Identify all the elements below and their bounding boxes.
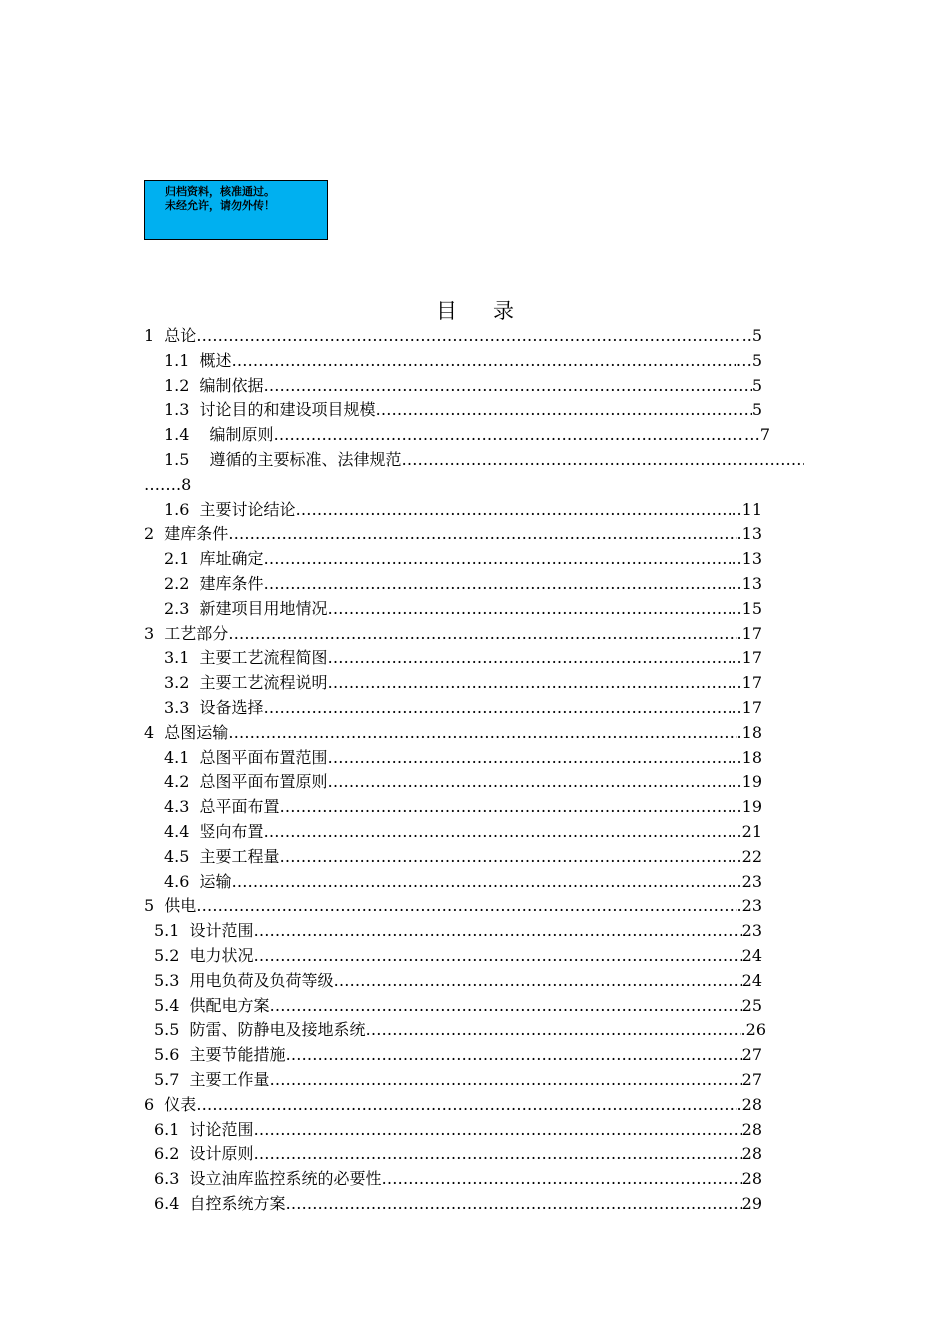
toc-dot-leader — [228, 721, 736, 745]
toc-chapter-entry[interactable] — [144, 324, 762, 348]
toc-page-number: 28 — [741, 1169, 762, 1189]
toc-entry-label: 建库条件 — [199, 574, 264, 593]
toc-page-number: ..21 — [731, 822, 762, 841]
toc-entry-number: 1.3 — [164, 400, 190, 420]
toc-entry-label: 供电 — [164, 896, 197, 916]
toc-entry-label: 编制依据 — [199, 375, 264, 395]
toc-section-entry[interactable] — [154, 969, 762, 993]
toc-dot-leader — [231, 870, 731, 894]
toc-dot-leader — [263, 374, 751, 398]
toc-section-entry[interactable] — [164, 597, 762, 621]
toc-page-number: ..17 — [731, 673, 762, 693]
toc-dot-leader — [263, 696, 731, 720]
toc-title: 目录 — [436, 299, 550, 323]
toc-dot-leader — [327, 746, 731, 770]
toc-entry-number: 4.4 — [164, 822, 190, 841]
toc-entry-label: 设计范围 — [189, 921, 254, 941]
toc-dot-leader — [333, 969, 741, 993]
toc-page-number: ..23 — [731, 871, 762, 891]
toc-section-entry[interactable] — [164, 795, 762, 819]
toc-page-number: ..5 — [741, 326, 762, 345]
toc-entry-number: 2 — [144, 524, 155, 544]
toc-entry-label: 讨论范围 — [189, 1119, 254, 1139]
toc-page-number: 5 — [751, 400, 762, 420]
toc-chapter-entry[interactable] — [144, 622, 762, 646]
toc-section-entry[interactable] — [164, 770, 762, 794]
toc-entry-label: 工艺部分 — [164, 623, 229, 643]
toc-section-entry[interactable] — [164, 398, 762, 422]
toc-entry-number: 5.7 — [154, 1070, 180, 1089]
toc-page-number: .28 — [736, 1094, 762, 1114]
toc-entry-number: 1.4 — [164, 425, 190, 445]
toc-dot-leader — [279, 845, 731, 869]
toc-dot-leader — [196, 324, 741, 348]
toc-entry-number: 5 — [144, 896, 155, 916]
toc-page-number: .23 — [736, 896, 762, 916]
toc-entry-label: 概述 — [199, 350, 232, 370]
toc-dot-leader — [327, 597, 731, 621]
toc-section-entry[interactable] — [164, 696, 762, 720]
toc-section-entry[interactable] — [154, 1043, 762, 1067]
toc-entry-number: 5.1 — [154, 921, 180, 941]
toc-page-number: …7 — [743, 425, 770, 445]
toc-page-number: 27 — [741, 1045, 762, 1065]
toc-dot-leader — [228, 622, 736, 646]
toc-section-entry[interactable] — [154, 994, 762, 1018]
toc-page-number: ..19 — [731, 797, 762, 817]
toc-entry-label: 供配电方案 — [189, 995, 270, 1015]
toc-entry-continuation: …….8 — [144, 474, 192, 494]
toc-dot-leader — [375, 398, 751, 422]
toc-entry-number: 5.2 — [154, 946, 180, 965]
toc-entry-label: 总平面布置 — [199, 797, 280, 817]
toc-entry-label: 自控系统方案 — [189, 1194, 286, 1213]
toc-dot-leader — [196, 1093, 736, 1117]
toc-entry-number: 2.2 — [164, 574, 190, 593]
toc-entry-label: 用电负荷及负荷等级 — [189, 970, 334, 990]
toc-page-number: …5 — [735, 350, 762, 370]
toc-section-entry[interactable] — [154, 1018, 766, 1042]
toc-entry-label: 设备选择 — [199, 698, 264, 717]
toc-entry-number: 3.1 — [164, 648, 190, 668]
toc-dot-leader — [263, 547, 731, 571]
toc-dot-leader — [196, 894, 736, 918]
toc-entry-label: 讨论目的和建设项目规模 — [199, 400, 376, 420]
toc-page-number: .18 — [736, 722, 762, 742]
toc-entry-number: 4.6 — [164, 871, 190, 891]
toc-dot-leader — [273, 423, 743, 447]
toc-section-entry[interactable] — [164, 845, 762, 869]
toc-entry-label: 主要节能措施 — [189, 1045, 286, 1065]
toc-section-entry[interactable] — [164, 671, 762, 695]
toc-entry-label: 竖向布置 — [199, 822, 264, 841]
toc-entry-number: 1 — [144, 326, 155, 345]
toc-page-number: 5 — [751, 375, 762, 395]
toc-page-number: 29 — [741, 1194, 762, 1213]
toc-section-entry[interactable] — [164, 349, 762, 373]
toc-dot-leader — [253, 1118, 741, 1142]
toc-page-number: ..17 — [731, 648, 762, 668]
toc-dot-leader — [327, 770, 731, 794]
toc-entry-label: 库址确定 — [199, 549, 264, 569]
toc-section-entry[interactable] — [164, 423, 770, 447]
toc-entry-label: 新建项目用地情况 — [199, 598, 328, 618]
toc-section-entry[interactable] — [164, 746, 762, 770]
toc-entry-number: 4 — [144, 722, 155, 742]
toc-page-number: ..11 — [731, 499, 762, 519]
toc-entry-number: 6.4 — [154, 1194, 180, 1213]
toc-entry-number: 5.4 — [154, 995, 180, 1015]
toc-dot-leader — [228, 522, 736, 546]
stamp-line-2: 未经允许，请勿外传！ — [165, 199, 275, 212]
toc-dot-leader — [295, 498, 731, 522]
toc-entry-label: 防雷、防静电及接地系统 — [189, 1020, 366, 1040]
toc-page-number: ..19 — [731, 772, 762, 792]
toc-page-number: ..13 — [731, 549, 762, 569]
toc-entry-number: 5.6 — [154, 1045, 180, 1065]
toc-section-entry[interactable] — [164, 547, 762, 571]
toc-entry-label: 编制原则 — [209, 425, 274, 445]
toc-dot-leader — [327, 646, 731, 670]
toc-entry-number: 3.3 — [164, 698, 190, 717]
toc-dot-leader — [401, 448, 804, 472]
toc-section-entry[interactable] — [164, 374, 762, 398]
toc-page-number: 28 — [741, 1119, 762, 1139]
toc-entry-label: 主要工程量 — [199, 846, 280, 866]
toc-page-number: ..17 — [731, 698, 762, 717]
toc-entry-label: 仪表 — [164, 1094, 197, 1114]
toc-section-entry[interactable] — [164, 498, 762, 522]
toc-entry-label: 总图平面布置原则 — [199, 772, 328, 792]
toc-dot-leader — [263, 572, 731, 596]
toc-section-entry[interactable] — [154, 1192, 762, 1216]
toc-entry-number: 3 — [144, 623, 155, 643]
toc-page-number: .13 — [736, 524, 762, 544]
toc-entry-number: 2.1 — [164, 549, 190, 569]
toc-entry-label: 主要工艺流程说明 — [199, 673, 328, 693]
toc-entry-label: 运输 — [199, 871, 232, 891]
toc-page-number: ..13 — [731, 574, 762, 593]
toc-section-entry[interactable] — [164, 820, 762, 844]
toc-entry-label: 主要工艺流程简图 — [199, 648, 328, 668]
toc-dot-leader — [263, 820, 731, 844]
toc-chapter-entry[interactable] — [144, 721, 762, 745]
toc-entry-number: 2.3 — [164, 598, 190, 618]
toc-page-number: 28 — [741, 1144, 762, 1164]
toc-section-entry[interactable] — [154, 944, 762, 968]
toc-section-entry[interactable] — [164, 646, 762, 670]
toc-entry-number: 5.5 — [154, 1020, 180, 1040]
toc-section-entry[interactable] — [164, 870, 762, 894]
toc-dot-leader — [253, 1142, 741, 1166]
toc-entry-number: 1.1 — [164, 350, 190, 370]
toc-entry-label: 遵循的主要标准、法律规范 — [209, 450, 402, 469]
toc-entry-number: 4.1 — [164, 747, 190, 767]
toc-dot-leader — [327, 671, 731, 695]
toc-entry-label: 总图平面布置范围 — [199, 747, 328, 767]
toc-entry-label: 总论 — [164, 326, 197, 345]
toc-entry-number: 6.3 — [154, 1169, 180, 1189]
toc-dot-leader — [253, 919, 741, 943]
toc-entry-number: 4.5 — [164, 846, 190, 866]
toc-entry-label: 主要讨论结论 — [199, 499, 296, 519]
toc-entry-number: 4.2 — [164, 772, 190, 792]
toc-chapter-entry[interactable] — [144, 522, 762, 546]
toc-page-number: 23 — [741, 921, 762, 941]
toc-entry-number: 6 — [144, 1094, 155, 1114]
toc-dot-leader — [285, 1192, 741, 1216]
toc-section-entry[interactable] — [154, 1142, 762, 1166]
toc-dot-leader — [231, 349, 735, 373]
toc-entry-label: 电力状况 — [189, 946, 254, 965]
toc-dot-leader — [269, 1068, 741, 1092]
toc-page-number: 24 — [741, 970, 762, 990]
toc-page-number: 27 — [741, 1070, 762, 1089]
toc-entry-number: 1.6 — [164, 499, 190, 519]
toc-entry-number: 1.5 — [164, 450, 190, 469]
toc-entry-label: 设计原则 — [189, 1144, 254, 1164]
toc-page-number: ..22 — [731, 846, 762, 866]
toc-section-entry[interactable] — [164, 448, 804, 472]
toc-entry-number: 3.2 — [164, 673, 190, 693]
toc-page-number: 24 — [741, 946, 762, 965]
toc-entry-label: 主要工作量 — [189, 1070, 270, 1089]
toc-dot-leader — [269, 994, 741, 1018]
toc-entry-label: 设立油库监控系统的必要性 — [189, 1169, 382, 1189]
toc-page-number: ..15 — [731, 598, 762, 618]
toc-entry-label: 建库条件 — [164, 524, 229, 544]
toc-dot-leader — [381, 1167, 741, 1191]
toc-page-number: .26 — [740, 1020, 766, 1040]
toc-page-number: 25 — [741, 995, 762, 1015]
toc-dot-leader — [253, 944, 741, 968]
toc-chapter-entry[interactable] — [144, 1093, 762, 1117]
toc-page-number: .17 — [736, 623, 762, 643]
toc-chapter-entry[interactable] — [144, 894, 762, 918]
toc-entry-number: 6.1 — [154, 1119, 180, 1139]
stamp-line-1: 归档资料，核准通过。 — [165, 185, 275, 198]
toc-section-entry[interactable] — [154, 1068, 762, 1092]
toc-entry-number: 5.3 — [154, 970, 180, 990]
toc-entry-label: 总图运输 — [164, 722, 229, 742]
toc-dot-leader — [365, 1018, 740, 1042]
toc-entry-number: 6.2 — [154, 1144, 180, 1164]
toc-dot-leader — [285, 1043, 741, 1067]
toc-entry-number: 4.3 — [164, 797, 190, 817]
toc-dot-leader — [279, 795, 731, 819]
toc-section-entry[interactable] — [164, 572, 762, 596]
toc-entry-number: 1.2 — [164, 375, 190, 395]
toc-section-entry[interactable] — [154, 1167, 762, 1191]
archive-stamp — [144, 180, 328, 240]
toc-section-entry[interactable] — [154, 919, 762, 943]
toc-page-number: ..18 — [731, 747, 762, 767]
toc-section-entry[interactable] — [154, 1118, 762, 1142]
